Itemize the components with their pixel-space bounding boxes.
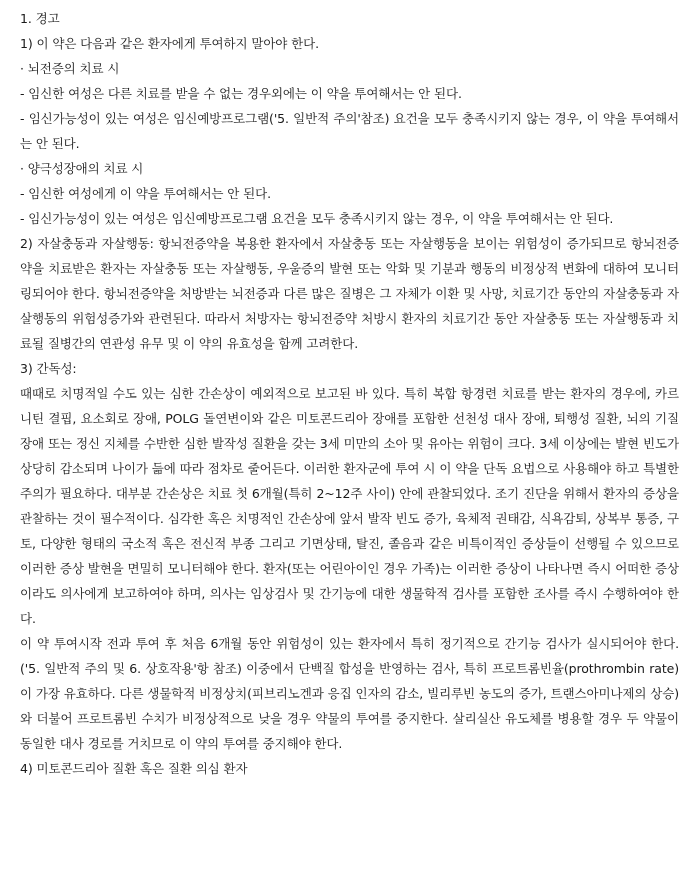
subsection-heading: 3) 간독성: (20, 361, 77, 376)
paragraph: 이 약 투여시작 전과 투여 후 처음 6개월 동안 위험성이 있는 환자에서 특히 정기적으로 간기능 검사가 실시되어야 한다. ('5. 일반적 주의 및 6. 상호작용'항 참조) 이중에서 단백질 합성을 반영하는 검사, 특히 프로트롬빈율(prothrombin rate)이 가장 유효하다. 다른 생물학적 비정상치(피브리노겐과 응집 인자의 감소, 빌리루빈 농도의 증가, 트랜스아미나제의 상승)와 더불어 프로트롬빈 수치가 비정상적으로 낮을 경우 약물의 투여를 중지한다. 살리실산 유도체를 병용할 경우 두 약물이 동일한 대사 경로를 거치므로 이 약의 투여를 중지해야 한다. (20, 636, 679, 751)
list-item: - 임신한 여성은 다른 치료를 받을 수 없는 경우외에는 이 약을 투여해서는 안 된다. (20, 86, 462, 101)
subsection-heading: 4) 미토콘드리아 질환 혹은 질환 의심 환자 (20, 761, 248, 776)
paragraph: 1) 이 약은 다음과 같은 환자에게 투여하지 말아야 한다. (20, 36, 319, 51)
list-item: - 임신한 여성에게 이 약을 투여해서는 안 된다. (20, 186, 271, 201)
bullet-heading: · 양극성장애의 치료 시 (20, 161, 144, 176)
paragraph: 2) 자살충동과 자살행동: 항뇌전증약을 복용한 환자에서 자살충동 또는 자살행동을 보이는 위험성이 증가되므로 항뇌전증약을 치료받은 환자는 자살충동 또는 자살행동, 우울증의 발현 또는 악화 및 기분과 행동의 비정상적 변화에 대하여 모니터링되어야 한다. 항뇌전증약을 처방받는 뇌전증과 다른 많은 질병은 그 자체가 이환 및 사망, 치료기간 동안의 자살충동과 자살행동의 위험성증가와 관련된다. 따라서 처방자는 항뇌전증약 처방시 환자의 치료기간 동안 자살충동 또는 자살행동과 치료될 질병간의 연관성 유무 및 이 약의 유효성을 함께 고려한다. (20, 236, 679, 351)
list-item: - 임신가능성이 있는 여성은 임신예방프로그램 요건을 모두 충족시키지 않는 경우, 이 약을 투여해서는 안 된다. (20, 211, 614, 226)
section-heading: 1. 경고 (20, 11, 60, 26)
bullet-heading: · 뇌전증의 치료 시 (20, 61, 120, 76)
list-item: - 임신가능성이 있는 여성은 임신예방프로그램('5. 일반적 주의'참조) 요건을 모두 충족시키지 않는 경우, 이 약을 투여해서는 안 된다. (20, 111, 679, 151)
paragraph: 때때로 치명적일 수도 있는 심한 간손상이 예외적으로 보고된 바 있다. 특히 복합 항경련 치료를 받는 환자의 경우에, 카르니틴 결핍, 요소회로 장애, POLG 돌연변이와 같은 미토콘드리아 장애를 포함한 선천성 대사 장애, 퇴행성 질환, 뇌의 기질 장애 또는 정신 지체를 수반한 심한 발작성 질환을 갖는 3세 미만의 소아 및 유아는 위험이 크다. 3세 이상에는 발현 빈도가 상당히 감소되며 나이가 듦에 따라 점차로 줄어든다. 이러한 환자군에 투여 시 이 약을 단독 요법으로 사용해야 하고 특별한 주의가 필요하다. 대부분 간손상은 치료 첫 6개월(특히 2~12주 사이) 안에 관찰되었다. 조기 진단을 위해서 환자의 증상을 관찰하는 것이 필수적이다. 심각한 혹은 치명적인 간손상에 앞서 발작 빈도 증가, 육체적 권태감, 식욕감퇴, 상복부 통증, 구토, 다양한 형태의 국소적 혹은 전신적 부종 그리고 기면상태, 탈진, 졸음과 같은 비특이적인 증상들이 선행될 수 있으므로 이러한 증상 발현을 면밀히 모니터해야 한다. 환자(또는 어린아이인 경우 가족)는 이러한 증상이 나타나면 즉시 어떠한 증상이라도 의사에게 보고하여야 하며, 의사는 임상검사 및 간기능에 대한 생물학적 검사를 포함한 조사를 즉시 수행하여야 한다. (20, 386, 679, 626)
